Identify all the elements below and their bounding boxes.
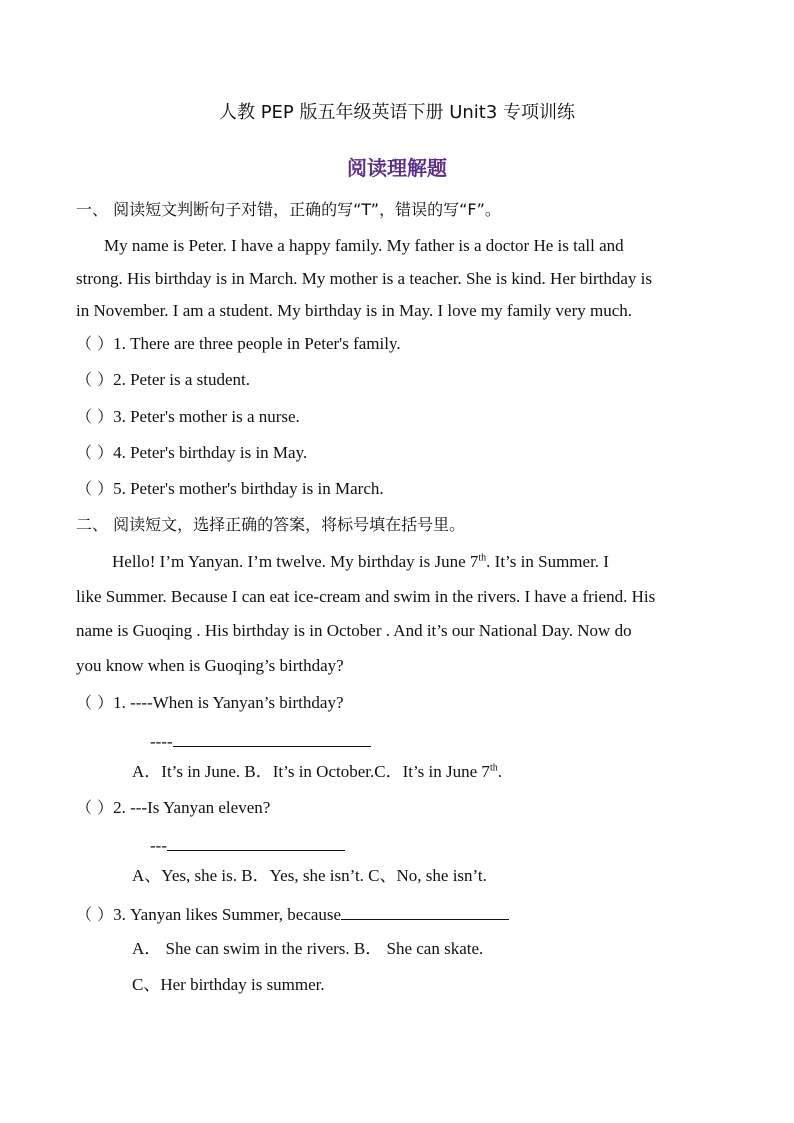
answer-blank[interactable] bbox=[173, 730, 371, 747]
section1-question bbox=[76, 334, 401, 354]
options-text: A．It’s in June. B．It’s in October.C．It’s in June 7 bbox=[132, 762, 490, 781]
answer-parentheses[interactable]: （ ） bbox=[76, 798, 114, 817]
question-text: 3. Peter's mother is a nurse. bbox=[113, 407, 300, 426]
passage-text: . It’s in Summer. I bbox=[486, 552, 609, 571]
section2-passage-line: you know when is Guoqing’s birthday? bbox=[76, 656, 344, 675]
section1-passage-line: strong. His birthday is in March. My mother is a teacher. She is kind. Her birthday is bbox=[76, 269, 653, 288]
page-title: 人教 PEP 版五年级英语下册 Unit3 专项训练 bbox=[218, 102, 576, 123]
question-text: 1. There are three people in Peter's family. bbox=[113, 334, 401, 353]
question-text: 5. Peter's mother's birthday is in March. bbox=[113, 479, 384, 498]
answer-parentheses[interactable]: （ ） bbox=[76, 479, 114, 498]
options-line: C、Her birthday is summer. bbox=[132, 975, 325, 994]
options-text: . bbox=[497, 762, 502, 781]
answer-line bbox=[150, 834, 345, 856]
question-text: 2. Peter is a student. bbox=[113, 370, 251, 389]
answer-parentheses[interactable]: （ ） bbox=[76, 693, 114, 712]
section1-passage-line: My name is Peter. I have a happy family. My father is a doctor He is tall and bbox=[104, 236, 624, 255]
section1-question bbox=[76, 443, 307, 463]
question-text: 1. ----When is Yanyan’s birthday? bbox=[113, 693, 344, 712]
options-line: A． She can swim in the rivers. B． She can skate. bbox=[132, 939, 484, 958]
section1-question bbox=[76, 479, 384, 499]
section2-question-2 bbox=[76, 798, 270, 818]
question-text: 3. Yanyan likes Summer, because bbox=[113, 905, 342, 924]
options-line: A、Yes, she is. B．Yes, she isn’t. C、No, she isn’t. bbox=[132, 866, 487, 885]
answer-line bbox=[150, 730, 371, 752]
section2-question-3 bbox=[76, 903, 509, 925]
section2-passage-line: name is Guoqing . His birthday is in October . And it’s our National Day. Now do bbox=[76, 621, 632, 640]
answer-parentheses[interactable]: （ ） bbox=[76, 370, 114, 389]
question-text: 2. ---Is Yanyan eleven? bbox=[113, 798, 271, 817]
section1-heading: 一、 阅读短文判断句子对错，正确的写“T”，错误的写“F”。 bbox=[76, 200, 501, 219]
section1-question bbox=[76, 370, 250, 390]
section2-question-1 bbox=[76, 693, 344, 713]
answer-prefix: ---- bbox=[150, 732, 173, 751]
answer-parentheses[interactable]: （ ） bbox=[76, 334, 114, 353]
answer-parentheses[interactable]: （ ） bbox=[76, 443, 114, 462]
page-subtitle: 阅读理解题 bbox=[347, 156, 447, 180]
section1-question bbox=[76, 407, 300, 427]
section2-heading: 二、 阅读短文，选择正确的答案，将标号填在括号里。 bbox=[76, 515, 466, 534]
passage-text: Hello! I’m Yanyan. I’m twelve. My birthday is June 7 bbox=[112, 552, 479, 571]
superscript: th bbox=[489, 762, 498, 774]
answer-blank[interactable] bbox=[167, 834, 345, 851]
section1-passage-line: in November. I am a student. My birthday is in May. I love my family very much. bbox=[76, 301, 633, 320]
section2-passage-line bbox=[112, 552, 609, 572]
superscript: th bbox=[478, 552, 487, 564]
options-line bbox=[132, 762, 502, 782]
answer-blank[interactable] bbox=[341, 903, 509, 920]
answer-parentheses[interactable]: （ ） bbox=[76, 905, 114, 924]
section2-passage-line: like Summer. Because I can eat ice-cream and swim in the rivers. I have a friend. His bbox=[76, 587, 656, 606]
question-text: 4. Peter's birthday is in May. bbox=[113, 443, 308, 462]
answer-prefix: --- bbox=[150, 836, 167, 855]
answer-parentheses[interactable]: （ ） bbox=[76, 407, 114, 426]
